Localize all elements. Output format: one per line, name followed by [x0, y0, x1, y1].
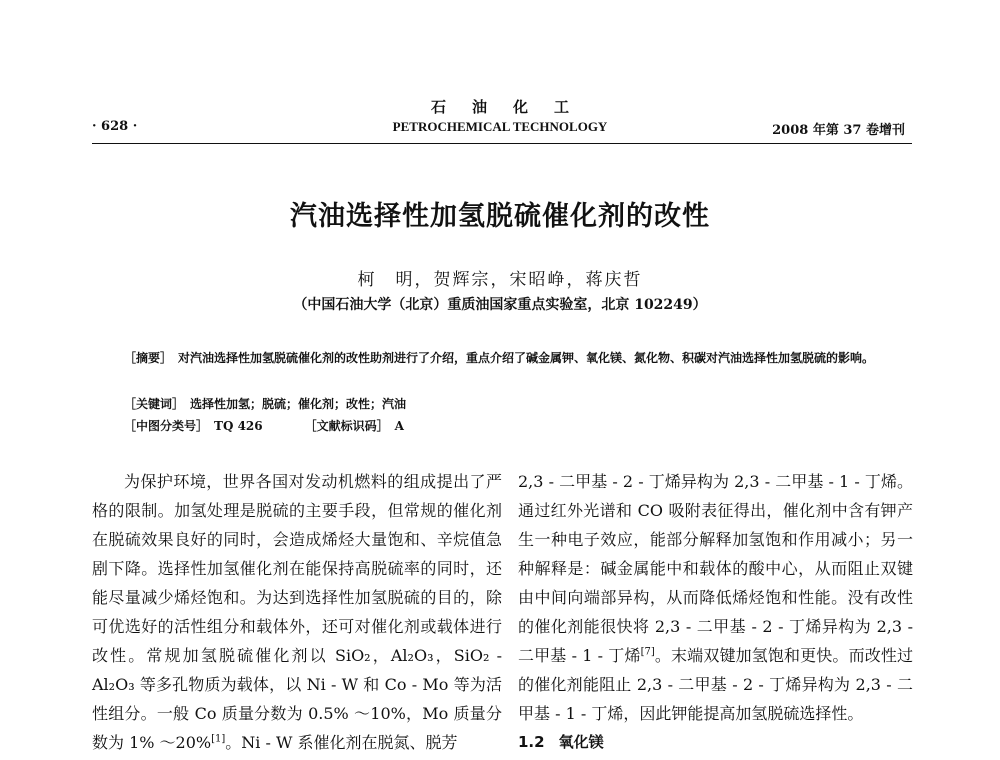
- potassium-text: 2,3 - 二甲基 - 2 - 丁烯异构为 2,3 - 二甲基 - 1 - 丁烯。通过红外光谱和 CO 吸附表征得出，催化剂中含有钾产生一种电子效应，能部分解释加氢饱和作用减小；另一种解释是：碱金属能中和载体的酸中心，从而阻止双键由中间向端部异构，从而降低烯烃饱和性能。没有改性的催化剂能很快将 2,3 - 二甲基 - 2 - 丁烯异构为 2,3 - 二甲基 - 1 - 丁烯: [518, 472, 913, 665]
- intro-paragraph: [92, 467, 502, 757]
- journal-name-chinese: 石油化工: [430, 98, 595, 116]
- keywords-block: [124, 394, 894, 415]
- section-heading-1-2: [518, 728, 913, 757]
- article-title: 汽油选择性加氢脱硫催化剂的改性: [290, 201, 710, 232]
- abstract-text: 对汽油选择性加氢脱硫催化剂的改性助剂进行了介绍，重点介绍了碱金属钾、氧化镁、氮化物、积碳对汽油选择性加氢脱硫的影响。: [178, 351, 875, 365]
- issue-info: 2008 年第 37 卷增刊: [772, 123, 905, 138]
- header-divider: [92, 143, 912, 144]
- intro-text: 为保护环境，世界各国对发动机燃料的组成提出了严格的限制。加氢处理是脱硫的主要手段，但常规的催化剂在脱硫效果良好的同时，会造成烯烃大量饱和、辛烷值急剧下降。选择性加氢催化剂在能保持高脱硫率的同时，还能尽量减少烯烃饱和。为达到选择性加氢脱硫的目的，除可优选好的活性组分和载体外，还可对催化剂或载体进行改性。常规加氢脱硫催化剂以 SiO₂，Al₂O₃，SiO₂ - Al₂O₃ 等多孔物质为载体，以 Ni - W 和 Co - Mo 等为活性组分。一般 Co 质量分数为 0.5% ～10%，Mo 质量分数为 1% ～20%: [92, 472, 502, 752]
- abstract-block: [124, 348, 894, 369]
- classification-value: TQ 426: [214, 419, 263, 433]
- page-number: · 628 ·: [92, 119, 138, 134]
- document-code-label: ［文献标识码］: [304, 419, 389, 433]
- citation-1: [1]: [211, 733, 226, 745]
- classification-label: ［中图分类号］: [124, 419, 209, 433]
- author-list: 柯 明，贺辉宗，宋昭峥，蒋庆哲: [357, 270, 643, 290]
- keywords-text: 选择性加氢；脱硫；催化剂；改性；汽油: [190, 397, 407, 411]
- potassium-paragraph: [518, 467, 913, 728]
- body-column-left: [92, 467, 502, 757]
- body-column-right: [518, 467, 913, 757]
- classification-block: [124, 416, 894, 437]
- citation-7: [7]: [640, 646, 655, 658]
- intro-text-continued: 。Ni - W 系催化剂在脱氮、脱芳: [225, 733, 458, 752]
- journal-name-english: PETROCHEMICAL TECHNOLOGY: [392, 119, 608, 134]
- section-title: 氧化镁: [558, 733, 604, 751]
- keywords-label: ［关键词］: [124, 397, 185, 411]
- section-number: 1.2: [518, 733, 545, 751]
- document-code-value: A: [394, 419, 404, 433]
- potassium-text-continued: 。末端双键加氢饱和更快。而改性过的催化剂能阻止 2,3 - 二甲基 - 2 - 丁烯异构为 2,3 - 二甲基 - 1 - 丁烯，因此钾能提高加氢脱硫选择性。: [518, 646, 913, 723]
- affiliation: （中国石油大学（北京）重质油国家重点实验室，北京 102249）: [293, 297, 707, 313]
- abstract-label: ［摘要］: [124, 351, 173, 365]
